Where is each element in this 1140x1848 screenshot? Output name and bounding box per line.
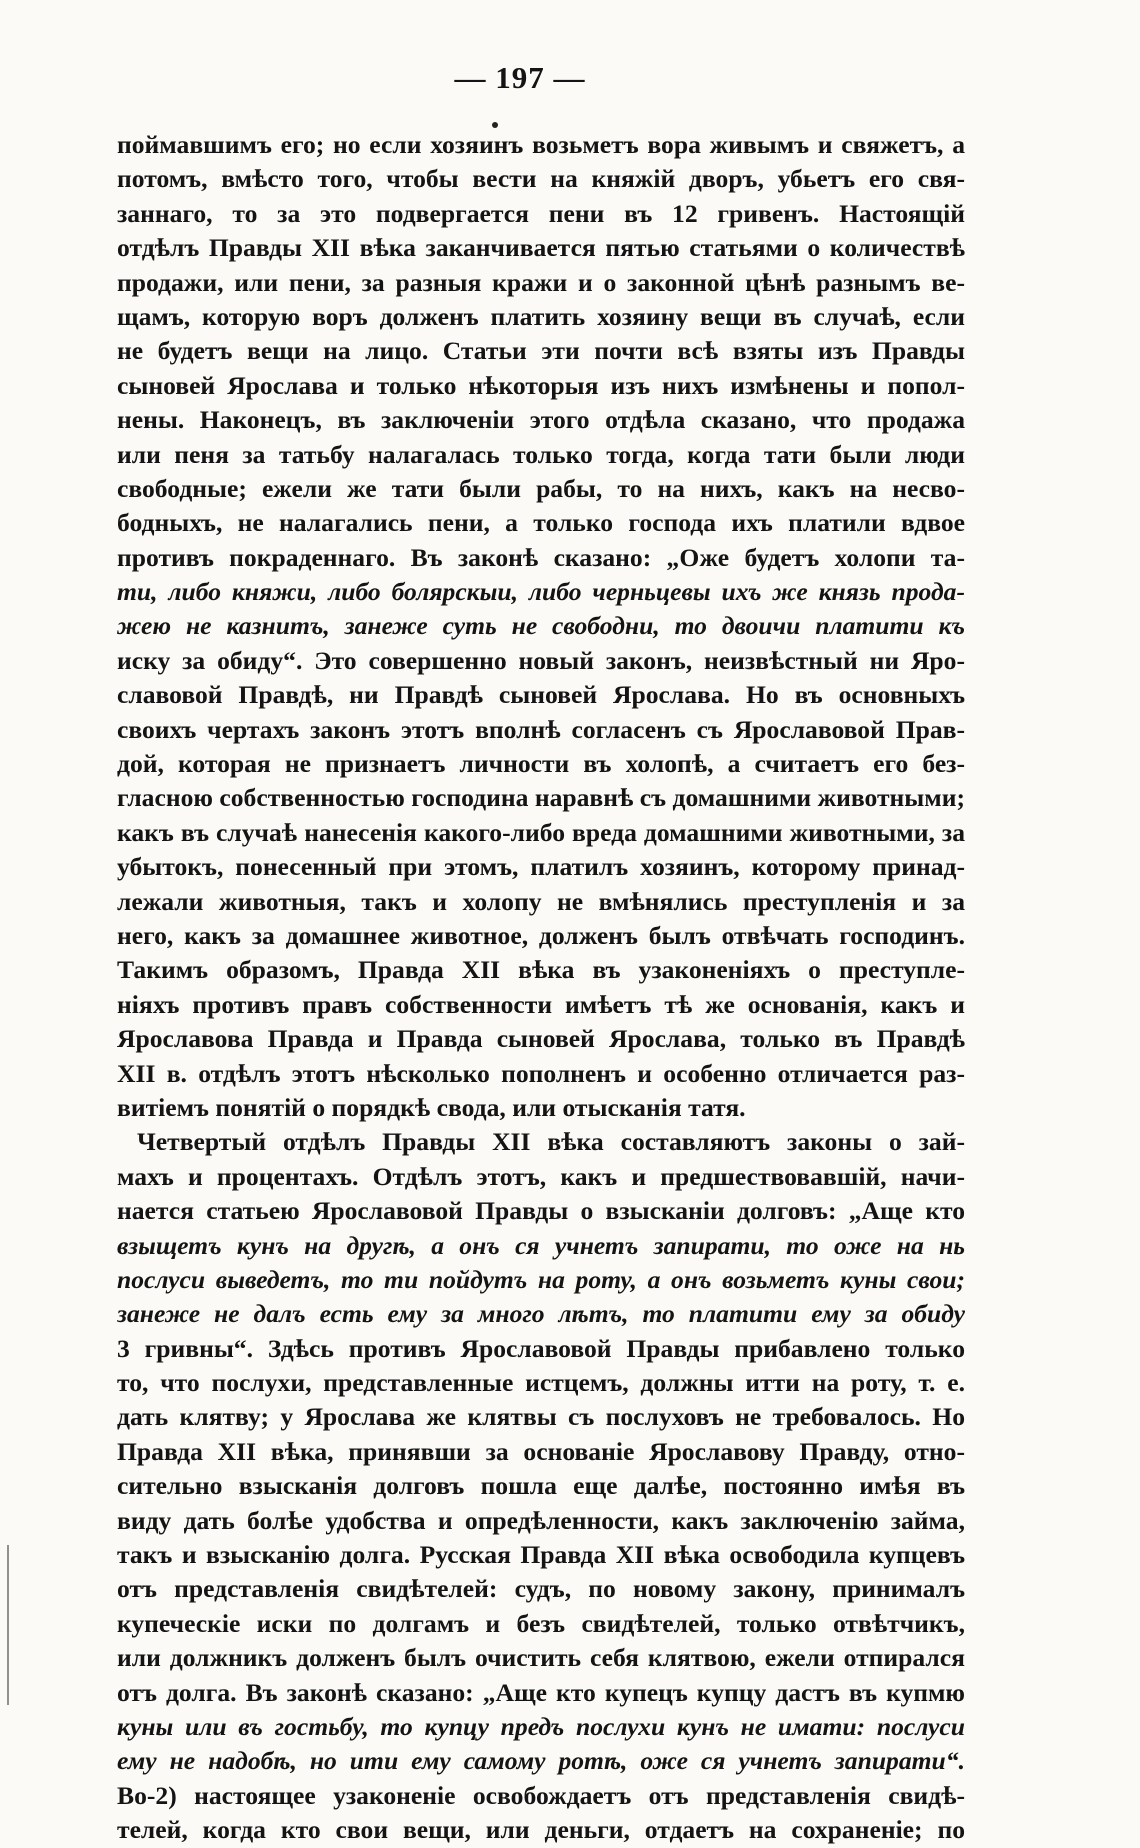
text-line-quote: послуси выведетъ, то ти пойдутъ на роту, а онъ возьметъ куны свои; — [117, 1264, 965, 1294]
text-line: телей, когда кто свои вещи, или деньги, отдаетъ на сохраненіе; по — [117, 1815, 965, 1845]
text-line: виду дать болѣе удобства и опредѣленности, какъ заключенію займа, — [117, 1505, 965, 1535]
text-line: нены. Наконецъ, въ заключеніи этого отдѣла сказано, что продажа — [117, 405, 965, 435]
text-line: щамъ, которую воръ долженъ платить хозяину вещи въ случаѣ, если — [117, 301, 965, 331]
text-line: продажи, или пени, за разныя кражи и о законной цѣнѣ разнымъ ве- — [117, 267, 965, 297]
body-text — [117, 128, 965, 1848]
text-line: иску за обиду“. Это совершенно новый законъ, неизвѣстный ни Яро- — [117, 645, 965, 675]
text-line: махъ и процентахъ. Отдѣлъ этотъ, какъ и предшествовавшій, начи- — [117, 1161, 965, 1191]
text-line: своихъ чертахъ законъ этотъ вполнѣ согласенъ съ Ярославовой Прав- — [117, 714, 965, 744]
text-line: заннаго, то за это подвергается пени въ 12 гривенъ. Настоящій — [117, 198, 965, 228]
page-edge-rule — [7, 1545, 9, 1705]
text-line-quote: куны или въ гостьбу, то купцу предъ послухи кунъ не имати: послуси — [117, 1711, 965, 1741]
text-line: 3 гривны“. Здѣсь противъ Ярославовой Правды прибавлено только — [117, 1333, 965, 1363]
text-line: купеческіе иски по долгамъ и безъ свидѣтелей, только отвѣтчикъ, — [117, 1608, 965, 1638]
text-line-quote: взыщетъ кунъ на другѣ, а онъ ся учнетъ запирати, то оже на нь — [117, 1230, 965, 1260]
text-line-quote: занеже не далъ есть ему за много лѣтъ, то платити ему за обиду — [117, 1299, 965, 1329]
text-line: отъ долга. Въ законѣ сказано: „Аще кто купецъ купцу дастъ въ купмю — [117, 1677, 965, 1707]
text-line: Ярославова Правда и Правда сыновей Ярослава, только въ Правдѣ — [117, 1024, 965, 1054]
page-number: — 197 — — [454, 60, 586, 95]
text-line: отдѣлъ Правды XII вѣка заканчивается пятью статьями о количествѣ — [117, 233, 965, 263]
text-line: гласною собственностью господина наравнѣ съ домашними животными; — [117, 783, 965, 813]
text-line: сыновей Ярослава и только нѣкоторыя изъ нихъ измѣнены и попол- — [117, 370, 965, 400]
text-line: отъ представленія свидѣтелей: судъ, по новому закону, принималъ — [117, 1574, 965, 1604]
text-line: Такимъ образомъ, Правда XII вѣка въ узаконеніяхъ о преступле- — [117, 955, 965, 985]
text-line: или должникъ долженъ былъ очистить себя клятвою, ежели отпирался — [117, 1643, 965, 1673]
text-line-quote: ти, либо княжи, либо болярскыи, либо черньцевы ихъ же князь прода- — [117, 577, 965, 607]
text-line: противъ покраденнаго. Въ законѣ сказано: „Оже будетъ холопи та- — [117, 542, 965, 572]
text-line: не будетъ вещи на лицо. Статьи эти почти всѣ взяты изъ Правды — [117, 336, 965, 366]
text-line: ніяхъ противъ правъ собственности имѣетъ тѣ же основанія, какъ и — [117, 989, 965, 1019]
text-line-quote: жею не казнитъ, занеже суть не свободни, то двоичи платити къ — [117, 611, 965, 641]
text-line: него, какъ за домашнее животное, долженъ былъ отвѣчать господинъ. — [117, 920, 965, 950]
text-line: дой, которая не признаетъ личности въ холопѣ, а считаетъ его без- — [117, 749, 965, 779]
text-line: XII в. отдѣлъ этотъ нѣсколько пополненъ и особенно отличается раз- — [117, 1058, 965, 1088]
text-line: поймавшимъ его; но если хозяинъ возьметъ вора живымъ и свяжетъ, а — [117, 130, 965, 159]
text-line-paragraph-start: Четвертый отдѣлъ Правды XII вѣка составляютъ законы о зай- — [137, 1127, 965, 1157]
text-line: славовой Правдѣ, ни Правдѣ сыновей Ярослава. Но въ основныхъ — [117, 680, 965, 710]
text-line: потомъ, вмѣсто того, чтобы вести на княжій дворъ, убьетъ его свя- — [117, 164, 965, 194]
text-line-quote: ему не надобѣ, но ити ему самому ротѣ, оже ся учнетъ запирати“. — [117, 1746, 965, 1776]
text-line: свободные; ежели же тати были рабы, то на нихъ, какъ на несво- — [117, 473, 965, 503]
text-line: лежали животныя, такъ и холопу не вмѣнялись преступленія и за — [117, 886, 965, 916]
text-line: дать клятву; у Ярослава же клятвы съ послуховъ не требовалось. Но — [117, 1402, 965, 1432]
text-line: нается статьею Ярославовой Правды о взысканіи долговъ: „Аще кто — [117, 1196, 965, 1226]
text-line: Правда XII вѣка, принявши за основаніе Ярославову Правду, отно- — [117, 1436, 965, 1466]
text-line: какъ въ случаѣ нанесенія какого-либо вреда домашними животными, за — [117, 817, 965, 847]
text-line: такъ и взысканію долга. Русская Правда XII вѣка освободила купцевъ — [117, 1540, 965, 1570]
text-line: бодныхъ, не налагались пени, а только господа ихъ платили вдвое — [117, 508, 965, 538]
text-line: убытокъ, понесенный при этомъ, платилъ хозяинъ, которому принад- — [117, 852, 965, 882]
text-line: или пеня за татьбу налагалась только тогда, когда тати были люди — [117, 439, 965, 469]
text-line: то, что послухи, представленные истцемъ, должны итти на роту, т. е. — [117, 1368, 965, 1398]
text-line: сительно взысканія долговъ пошла еще далѣе, постоянно имѣя въ — [117, 1471, 965, 1501]
text-line: витіемъ понятій о порядкѣ свода, или отысканія татя. — [117, 1092, 746, 1122]
text-line: Во-2) настоящее узаконеніе освобождаетъ отъ представленія свидѣ- — [117, 1780, 965, 1810]
